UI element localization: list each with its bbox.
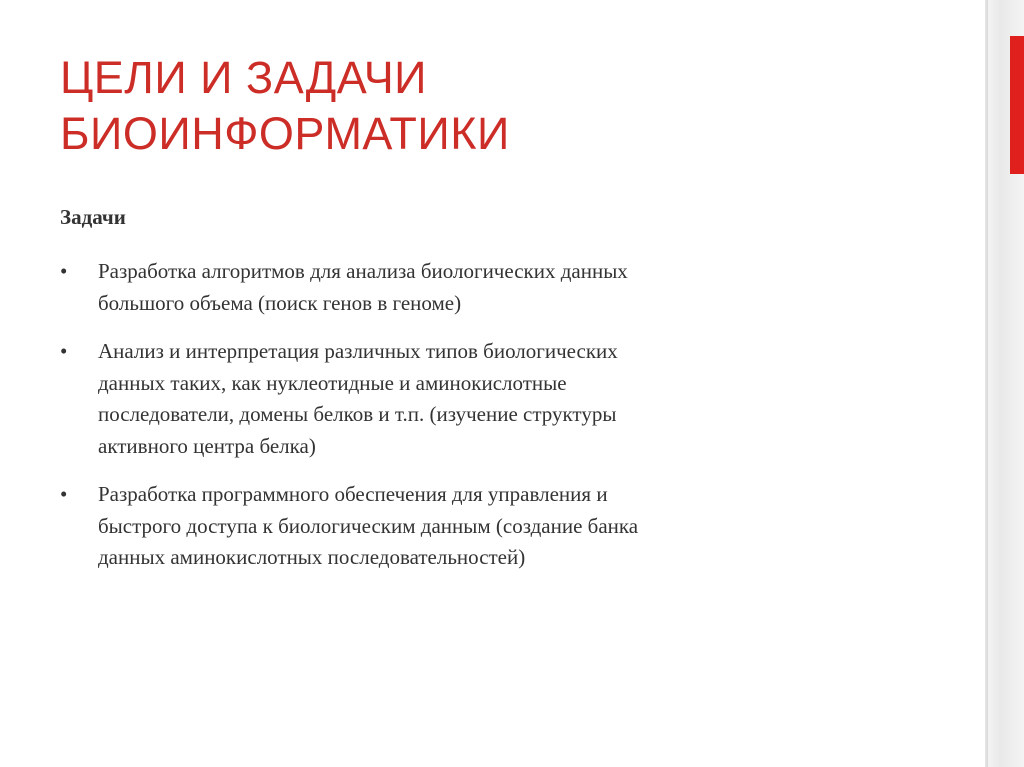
bullet-text [98,256,838,319]
bullet-dot-icon: • [60,339,68,363]
bullet-dot-icon: • [60,259,68,283]
bullet-line: большого объема (поиск генов в геноме) [98,290,462,315]
bullet-item [60,256,940,319]
section-subheading: Задачи [60,205,126,229]
bullet-list [60,256,940,591]
bullet-item [60,479,940,574]
bullet-line: быстрого доступа к биологическим данным (создание банка [98,513,639,538]
bullet-item [60,336,940,462]
bullet-line: активного центра белка) [98,433,316,458]
bullet-line: Разработка алгоритмов для анализа биологических данных [98,259,628,283]
bullet-line: Разработка программного обеспечения для управления и [98,482,608,506]
bullet-line: последователи, домены белков и т.п. (изучение структуры [98,402,617,426]
bullet-dot-icon: • [60,482,68,506]
bullet-line: данных аминокислотных последовательностей) [98,545,526,569]
slide-title-line-1: ЦЕЛИ И ЗАДАЧИ [60,52,428,103]
bullet-text [98,336,838,462]
slide-title-line-2: БИОИНФОРМАТИКИ [60,108,510,159]
slide-title [60,50,940,162]
bullet-text [98,479,838,574]
bullet-line: Анализ и интерпретация различных типов биологических [98,339,618,363]
accent-bar [1010,36,1024,174]
bullet-line: данных таких, как нуклеотидные и аминокислотные [98,370,567,395]
